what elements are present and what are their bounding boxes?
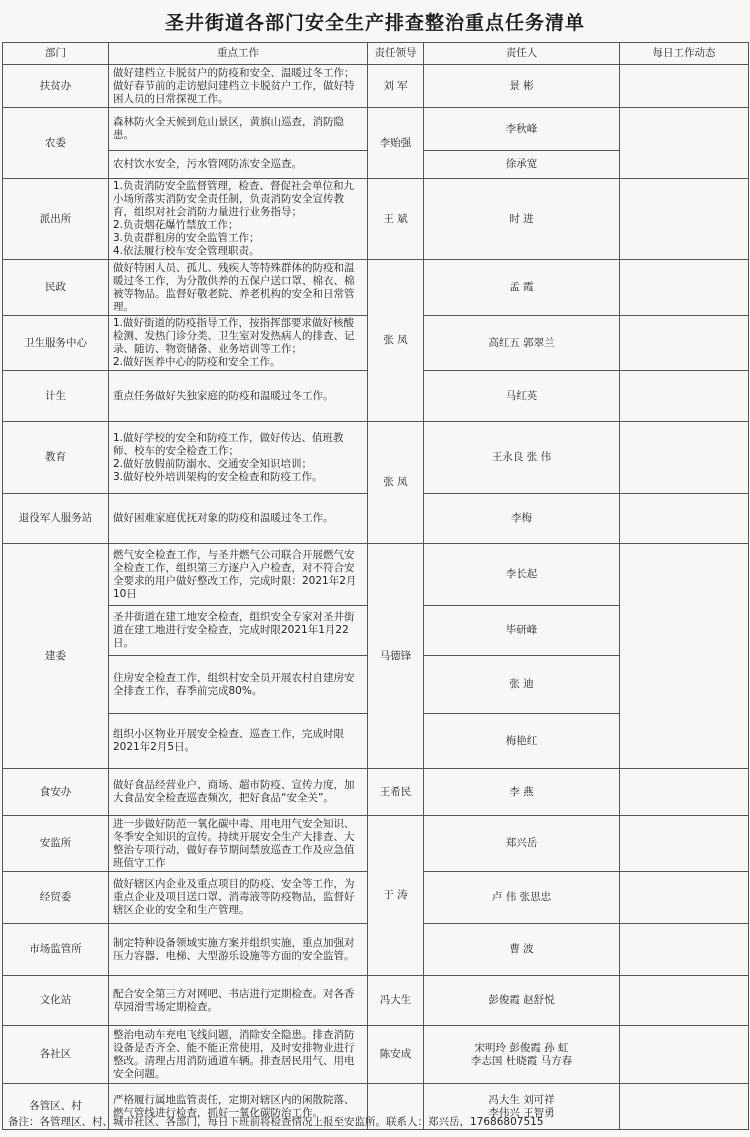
- table-row: [3, 816, 749, 872]
- daily-cell: [620, 924, 749, 976]
- leader-cell: 张 凤: [368, 422, 424, 544]
- table-row: [3, 422, 749, 494]
- daily-cell: [620, 65, 749, 108]
- daily-cell: [620, 872, 749, 924]
- daily-cell: [620, 422, 749, 494]
- work-cell: 做好食品经营业户、商场、超市防疫、宣传力度，加大食品安全检查巡查频次，把好食品“安全关”。: [109, 769, 368, 816]
- person-cell: 王永良 张 伟: [424, 422, 620, 494]
- dept-cell: 各管区、村: [3, 1084, 109, 1130]
- header-leader: 责任领导: [368, 43, 424, 65]
- work-cell: 农村饮水安全，污水管网防冻安全巡查。: [109, 151, 368, 179]
- daily-cell: [620, 976, 749, 1026]
- leader-cell: 王 斌: [368, 179, 424, 260]
- person-cell: 李 燕: [424, 769, 620, 816]
- person-cell: 卢 伟 张思忠: [424, 872, 620, 924]
- table-row: [3, 108, 749, 151]
- dept-cell: 计生: [3, 371, 109, 422]
- work-cell: 圣井街道在建工地安全检查，组织安全专家对圣井街道在建工地进行安全检查，完成时限2021年1月22日。: [109, 606, 368, 656]
- daily-cell: [620, 1026, 749, 1084]
- header-work: 重点工作: [109, 43, 368, 65]
- person-cell: 李秋峰: [424, 108, 620, 151]
- table-row: [3, 65, 749, 108]
- person-cell: 彭俊霞 赵舒悦: [424, 976, 620, 1026]
- daily-cell: [620, 260, 749, 316]
- leader-cell: 王希民: [368, 769, 424, 816]
- dept-cell: 民政: [3, 260, 109, 316]
- table-row: [3, 1026, 749, 1084]
- person-cell: 时 进: [424, 179, 620, 260]
- table-row: [3, 769, 749, 816]
- work-cell: 住房安全检查工作，组织村安全员开展农村自建房安全排查工作，春季前完成80%。: [109, 656, 368, 714]
- work-cell: 做好困难家庭优抚对象的防疫和温暖过冬工作。: [109, 494, 368, 544]
- table-row: [3, 179, 749, 260]
- person-cell: 张 迪: [424, 656, 620, 714]
- work-cell: 1.负责消防安全监督管理，检查、督促社会单位和九小场所落实消防安全责任制，负责消防安全宣传教育，组织对社会消防力量进行业务指导； 2.负责烟花爆竹禁放工作； 3.负责群租房的安全监管工作； 4.依法履行校车安全管理职责。: [109, 179, 368, 260]
- dept-cell: 食安办: [3, 769, 109, 816]
- header-daily: 每日工作动态: [620, 43, 749, 65]
- dept-cell: 市场监管所: [3, 924, 109, 976]
- task-table: [2, 42, 749, 1130]
- person-cell: 冯大生 刘可祥 李伟兴 王智勇: [424, 1084, 620, 1130]
- footer-note: 备注：各管理区、村、城市社区、各部门，每日下班前将检查情况上报至安监所。联系人：郑兴岳，17686807515: [8, 1116, 544, 1128]
- daily-cell: [620, 544, 749, 769]
- work-cell: 整治电动车充电飞线问题，消除安全隐患。排查消防设备是否齐全、能不能正常使用，及时安排物业进行整改。清理占用消防通道车辆。排查居民用气、用电安全问题。: [109, 1026, 368, 1084]
- dept-cell: 各社区: [3, 1026, 109, 1084]
- work-cell: 严格履行属地监管责任，定期对辖区内的闲散院落、燃气管线进行检查，抓好一氧化碳防治工作。: [109, 1084, 368, 1130]
- person-cell: 梅艳红: [424, 714, 620, 769]
- page-title: 圣井街道各部门安全生产排查整治重点任务清单: [164, 11, 585, 34]
- work-cell: 1.做好街道的防疫指导工作，按指挥部要求做好核酸检测、发热门诊分类、卫生室对发热病人的排查、记录、随访、物资储备、业务培训等工作； 2.做好医养中心的防疫和安全工作。: [109, 316, 368, 371]
- leader-cell: 陈安成: [368, 1026, 424, 1084]
- person-cell: 马红英: [424, 371, 620, 422]
- leader-cell: 李贻强: [368, 108, 424, 179]
- dept-cell: 派出所: [3, 179, 109, 260]
- work-cell: 做好建档立卡脱贫户的防疫和安全、温暖过冬工作；做好春节前的走访慰问建档立卡脱贫户工作，做好特困人员的日常探视工作。: [109, 65, 368, 108]
- work-cell: 重点任务做好失独家庭的防疫和温暖过冬工作。: [109, 371, 368, 422]
- daily-cell: [620, 108, 749, 179]
- work-cell: 燃气安全检查工作，与圣井燃气公司联合开展燃气安全检查工作，组织第三方逐户入户检查，对不符合安全要求的用户做好整改工作，完成时限：2021年2月10日: [109, 544, 368, 606]
- dept-cell: 建委: [3, 544, 109, 769]
- dept-cell: 退役军人服务站: [3, 494, 109, 544]
- person-cell: 李长起: [424, 544, 620, 606]
- daily-cell: [620, 494, 749, 544]
- work-cell: 组织小区物业开展安全检查、巡查工作，完成时限2021年2月5日。: [109, 714, 368, 769]
- person-cell: 宋明玲 彭俊霞 孙 虹 李志国 杜晓霞 马方春: [424, 1026, 620, 1084]
- table-row: [3, 544, 749, 606]
- dept-cell: 扶贫办: [3, 65, 109, 108]
- work-cell: 进一步做好防范一氧化碳中毒、用电用气安全知识、冬季安全知识的宣传。持续开展安全生产大排查、大整治专项行动，做好春节期间禁放巡查工作及应急值班值守工作: [109, 816, 368, 872]
- leader-cell: 马德锋: [368, 544, 424, 769]
- person-cell: 毕研峰: [424, 606, 620, 656]
- person-cell: 郑兴岳: [424, 816, 620, 872]
- header-person: 责任人: [424, 43, 620, 65]
- dept-cell: 农委: [3, 108, 109, 179]
- person-cell: 孟 霞: [424, 260, 620, 316]
- dept-cell: 卫生服务中心: [3, 316, 109, 371]
- person-cell: 曹 波: [424, 924, 620, 976]
- leader-cell: 张 凤: [368, 260, 424, 422]
- person-cell: 李梅: [424, 494, 620, 544]
- work-cell: 做好特困人员、孤儿、残疾人等特殊群体的防疫和温暖过冬工作，为分散供养的五保户送口罩、棉衣、棉被等物品。监督好敬老院、养老机构的安全和日常管理。: [109, 260, 368, 316]
- daily-cell: [620, 316, 749, 371]
- leader-cell: 于 涛: [368, 816, 424, 976]
- person-cell: 高红五 郭翠兰: [424, 316, 620, 371]
- dept-cell: 文化站: [3, 976, 109, 1026]
- work-cell: 森林防火全天候到危山景区，黄旗山巡查，消防隐患。: [109, 108, 368, 151]
- person-cell: 景 彬: [424, 65, 620, 108]
- work-cell: 配合安全第三方对网吧、书店进行定期检查。对各香草园滑雪场定期检查。: [109, 976, 368, 1026]
- dept-cell: 经贸委: [3, 872, 109, 924]
- work-cell: 1.做好学校的安全和防疫工作，做好传达、值班教师、校车的安全检查工作； 2.做好放假前防溺水、交通安全知识培训； 3.做好校外培训架构的安全检查和防疫工作。: [109, 422, 368, 494]
- header-dept: 部门: [3, 43, 109, 65]
- leader-cell: 冯大生: [368, 976, 424, 1026]
- dept-cell: 安监所: [3, 816, 109, 872]
- table-header-row: [3, 43, 749, 65]
- daily-cell: [620, 769, 749, 816]
- table-row: [3, 260, 749, 316]
- work-cell: 制定特种设备领域实施方案并组织实施，重点加强对压力容器、电梯、大型游乐设施等方面的安全监管。: [109, 924, 368, 976]
- daily-cell: [620, 816, 749, 872]
- table-row: [3, 976, 749, 1026]
- dept-cell: 教育: [3, 422, 109, 494]
- daily-cell: [620, 179, 749, 260]
- daily-cell: [620, 371, 749, 422]
- person-cell: 徐承宽: [424, 151, 620, 179]
- work-cell: 做好辖区内企业及重点项目的防疫、安全等工作，为重点企业及项目送口罩、消毒液等防疫物品，监督好辖区企业的安全和生产管理。: [109, 872, 368, 924]
- leader-cell: 刘 军: [368, 65, 424, 108]
